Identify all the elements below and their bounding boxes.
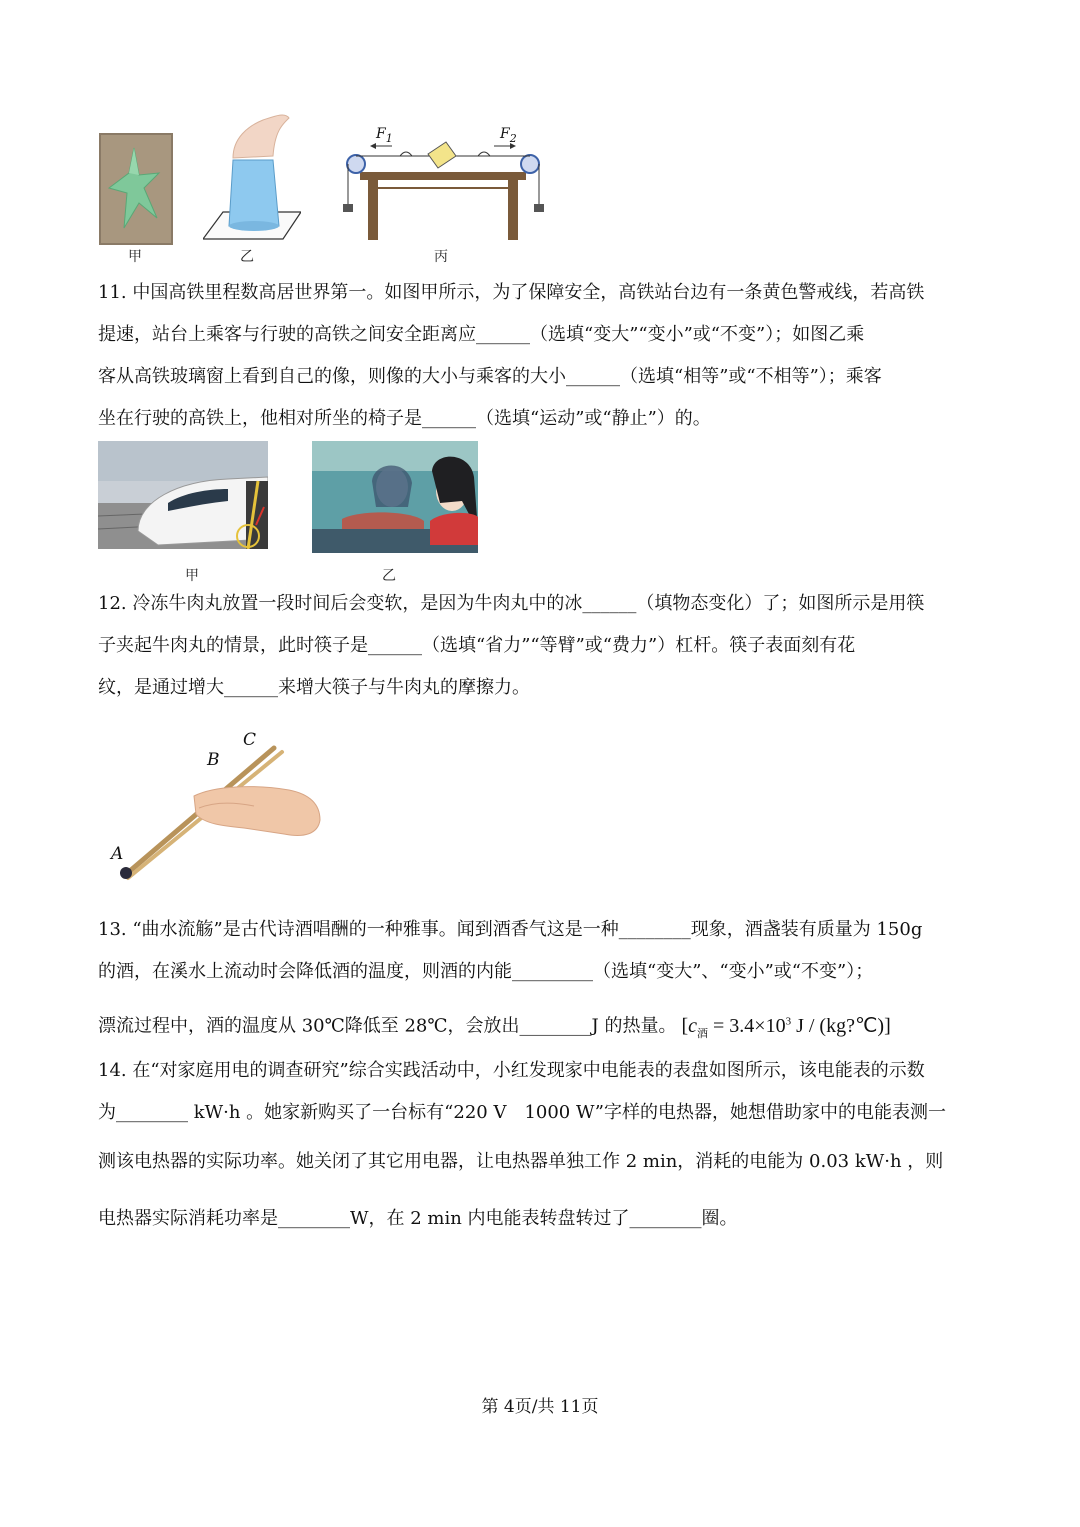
q14-line-2: 为________ kW·h 。她家新购买了一台标有“220 V 1000 W”字样的电热器，她想借助家中的电能表测一: [98, 1102, 947, 1123]
formula-c: c: [688, 1014, 698, 1037]
q13-line-3-text: 漂流过程中，酒的温度从 30℃降低至 28℃，会放出________J 的热量。: [98, 1015, 677, 1037]
q13-line-2: 的酒，在溪水上流动时会降低酒的温度，则酒的内能_________（选填“变大”、“变小”或“不变”）；: [98, 961, 874, 982]
figure-yi-cup-on-paper: [203, 108, 301, 242]
figure-q11-jia-train: [98, 441, 268, 549]
caption-jia: 甲: [128, 249, 142, 265]
q12-line-1: 12. 冷冻牛肉丸放置一段时间后会变软，是因为牛肉丸中的冰______（填物态变化）了；如图所示是用筷: [98, 593, 925, 614]
q14-line-1: 14. 在“对家庭用电的调查研究”综合实践活动中，小红发现家中电能表的表盘如图所示，该电能表的示数: [98, 1060, 925, 1081]
q11-line-2: 提速，站台上乘客与行驶的高铁之间安全距离应______（选填“变大”“变小”或“不变”）；如图乙乘: [98, 324, 865, 345]
figure-q11-yi-window-reflection: [312, 441, 478, 553]
caption-q11-jia: 甲: [185, 568, 199, 584]
label-f2-sub: 2: [509, 131, 517, 145]
point-label-a: A: [111, 844, 124, 864]
formula-close-bracket: ]: [884, 1014, 891, 1037]
figure-bing-table-pulleys: [334, 124, 552, 242]
figure-q12-chopsticks: [104, 730, 324, 886]
page-footer: 第 4页/共 11页: [481, 1397, 599, 1417]
formula-sub: 酒: [697, 1027, 709, 1040]
q13-line-3: [98, 1000, 891, 1055]
q11-line-3: 客从高铁玻璃窗上看到自己的像，则像的大小与乘客的大小______（选填“相等”或“不相等”）；乘客: [98, 366, 882, 387]
q12-line-2: 子夹起牛肉丸的情景，此时筷子是______（选填“省力”“等臂”或“费力”）杠杆。筷子表面刻有花: [98, 635, 856, 656]
q11-line-1: 11. 中国高铁里程数高居世界第一。如图甲所示，为了保障安全，高铁站台边有一条黄色警戒线，若高铁: [98, 282, 925, 303]
point-label-b: B: [207, 750, 220, 770]
formula-unit: J / (kg?℃): [791, 1014, 885, 1037]
point-label-c: C: [243, 730, 257, 750]
specific-heat-formula: [676, 1014, 891, 1040]
label-f1-sub: 1: [385, 131, 393, 145]
figure-jia-paper-crane: [99, 133, 173, 245]
caption-bing: 丙: [434, 249, 448, 265]
q14-line-4: 电热器实际消耗功率是________W，在 2 min 内电能表转盘转过了________圈。: [98, 1208, 738, 1229]
formula-value: = 3.4×10: [708, 1014, 786, 1037]
formula-open-bracket: [: [681, 1014, 689, 1037]
label-f2: F: [500, 126, 510, 142]
caption-yi: 乙: [240, 249, 254, 265]
q11-line-4: 坐在行驶的高铁上，他相对所坐的椅子是______（选填“运动”或“静止”）的。: [98, 408, 711, 429]
q14-line-3: 测该电热器的实际功率。她关闭了其它用电器，让电热器单独工作 2 min，消耗的电能为 0.03 kW·h ，则: [98, 1151, 944, 1172]
formula-exponent: 3: [785, 1015, 792, 1027]
q12-line-3: 纹，是通过增大______来增大筷子与牛肉丸的摩擦力。: [98, 677, 530, 698]
caption-q11-yi: 乙: [382, 568, 396, 584]
q13-line-1: 13. “曲水流觞”是古代诗酒唱酬的一种雅事。闻到酒香气这是一种________现象，酒盏装有质量为 150g: [98, 919, 923, 940]
label-f1: F: [376, 126, 386, 142]
